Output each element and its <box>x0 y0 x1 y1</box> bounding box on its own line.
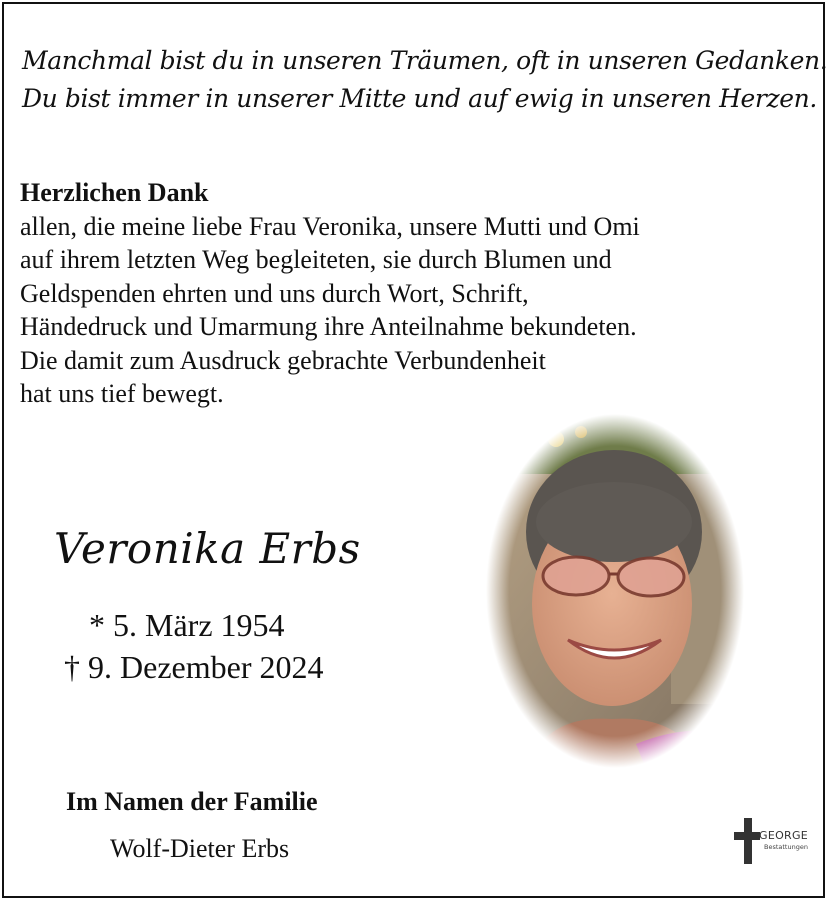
thanks-heading: Herzlichen Dank <box>20 178 209 207</box>
thanks-section <box>20 176 800 411</box>
obituary-card <box>2 2 825 898</box>
birth-date: * 5. März 1954 <box>89 607 285 643</box>
quote-line-1: Manchmal bist du in unseren Träumen, oft in unseren Gedanken. <box>22 46 827 75</box>
thanks-line: hat uns tief bewegt. <box>20 379 224 408</box>
portrait-photo-icon <box>486 414 744 769</box>
quote-line-2: Du bist immer in unserer Mitte und auf ewig in unseren Herzen. <box>22 84 817 113</box>
thanks-line: Die damit zum Ausdruck gebrachte Verbundenheit <box>20 345 546 375</box>
death-date: † 9. Dezember 2024 <box>64 649 324 685</box>
thanks-line: Geldspenden ehrten und uns durch Wort, Schrift, <box>20 278 529 308</box>
funeral-home-subtitle: Bestattungen <box>764 843 808 851</box>
funeral-home-name: GEORGE <box>759 829 809 842</box>
family-name: Wolf-Dieter Erbs <box>110 834 290 863</box>
funeral-home-logo <box>734 818 816 864</box>
life-dates <box>64 604 323 688</box>
deceased-name: Veronika Erbs <box>54 524 361 573</box>
cross-icon <box>734 818 762 864</box>
thanks-line: auf ihrem letzten Weg begleiteten, sie durch Blumen und <box>20 245 612 274</box>
family-heading: Im Namen der Familie <box>66 787 318 816</box>
memorial-quote <box>22 42 827 118</box>
thanks-line: allen, die meine liebe Frau Veronika, unsere Mutti und Omi <box>20 211 640 241</box>
thanks-line: Händedruck und Umarmung ihre Anteilnahme bekundeten. <box>20 312 637 341</box>
